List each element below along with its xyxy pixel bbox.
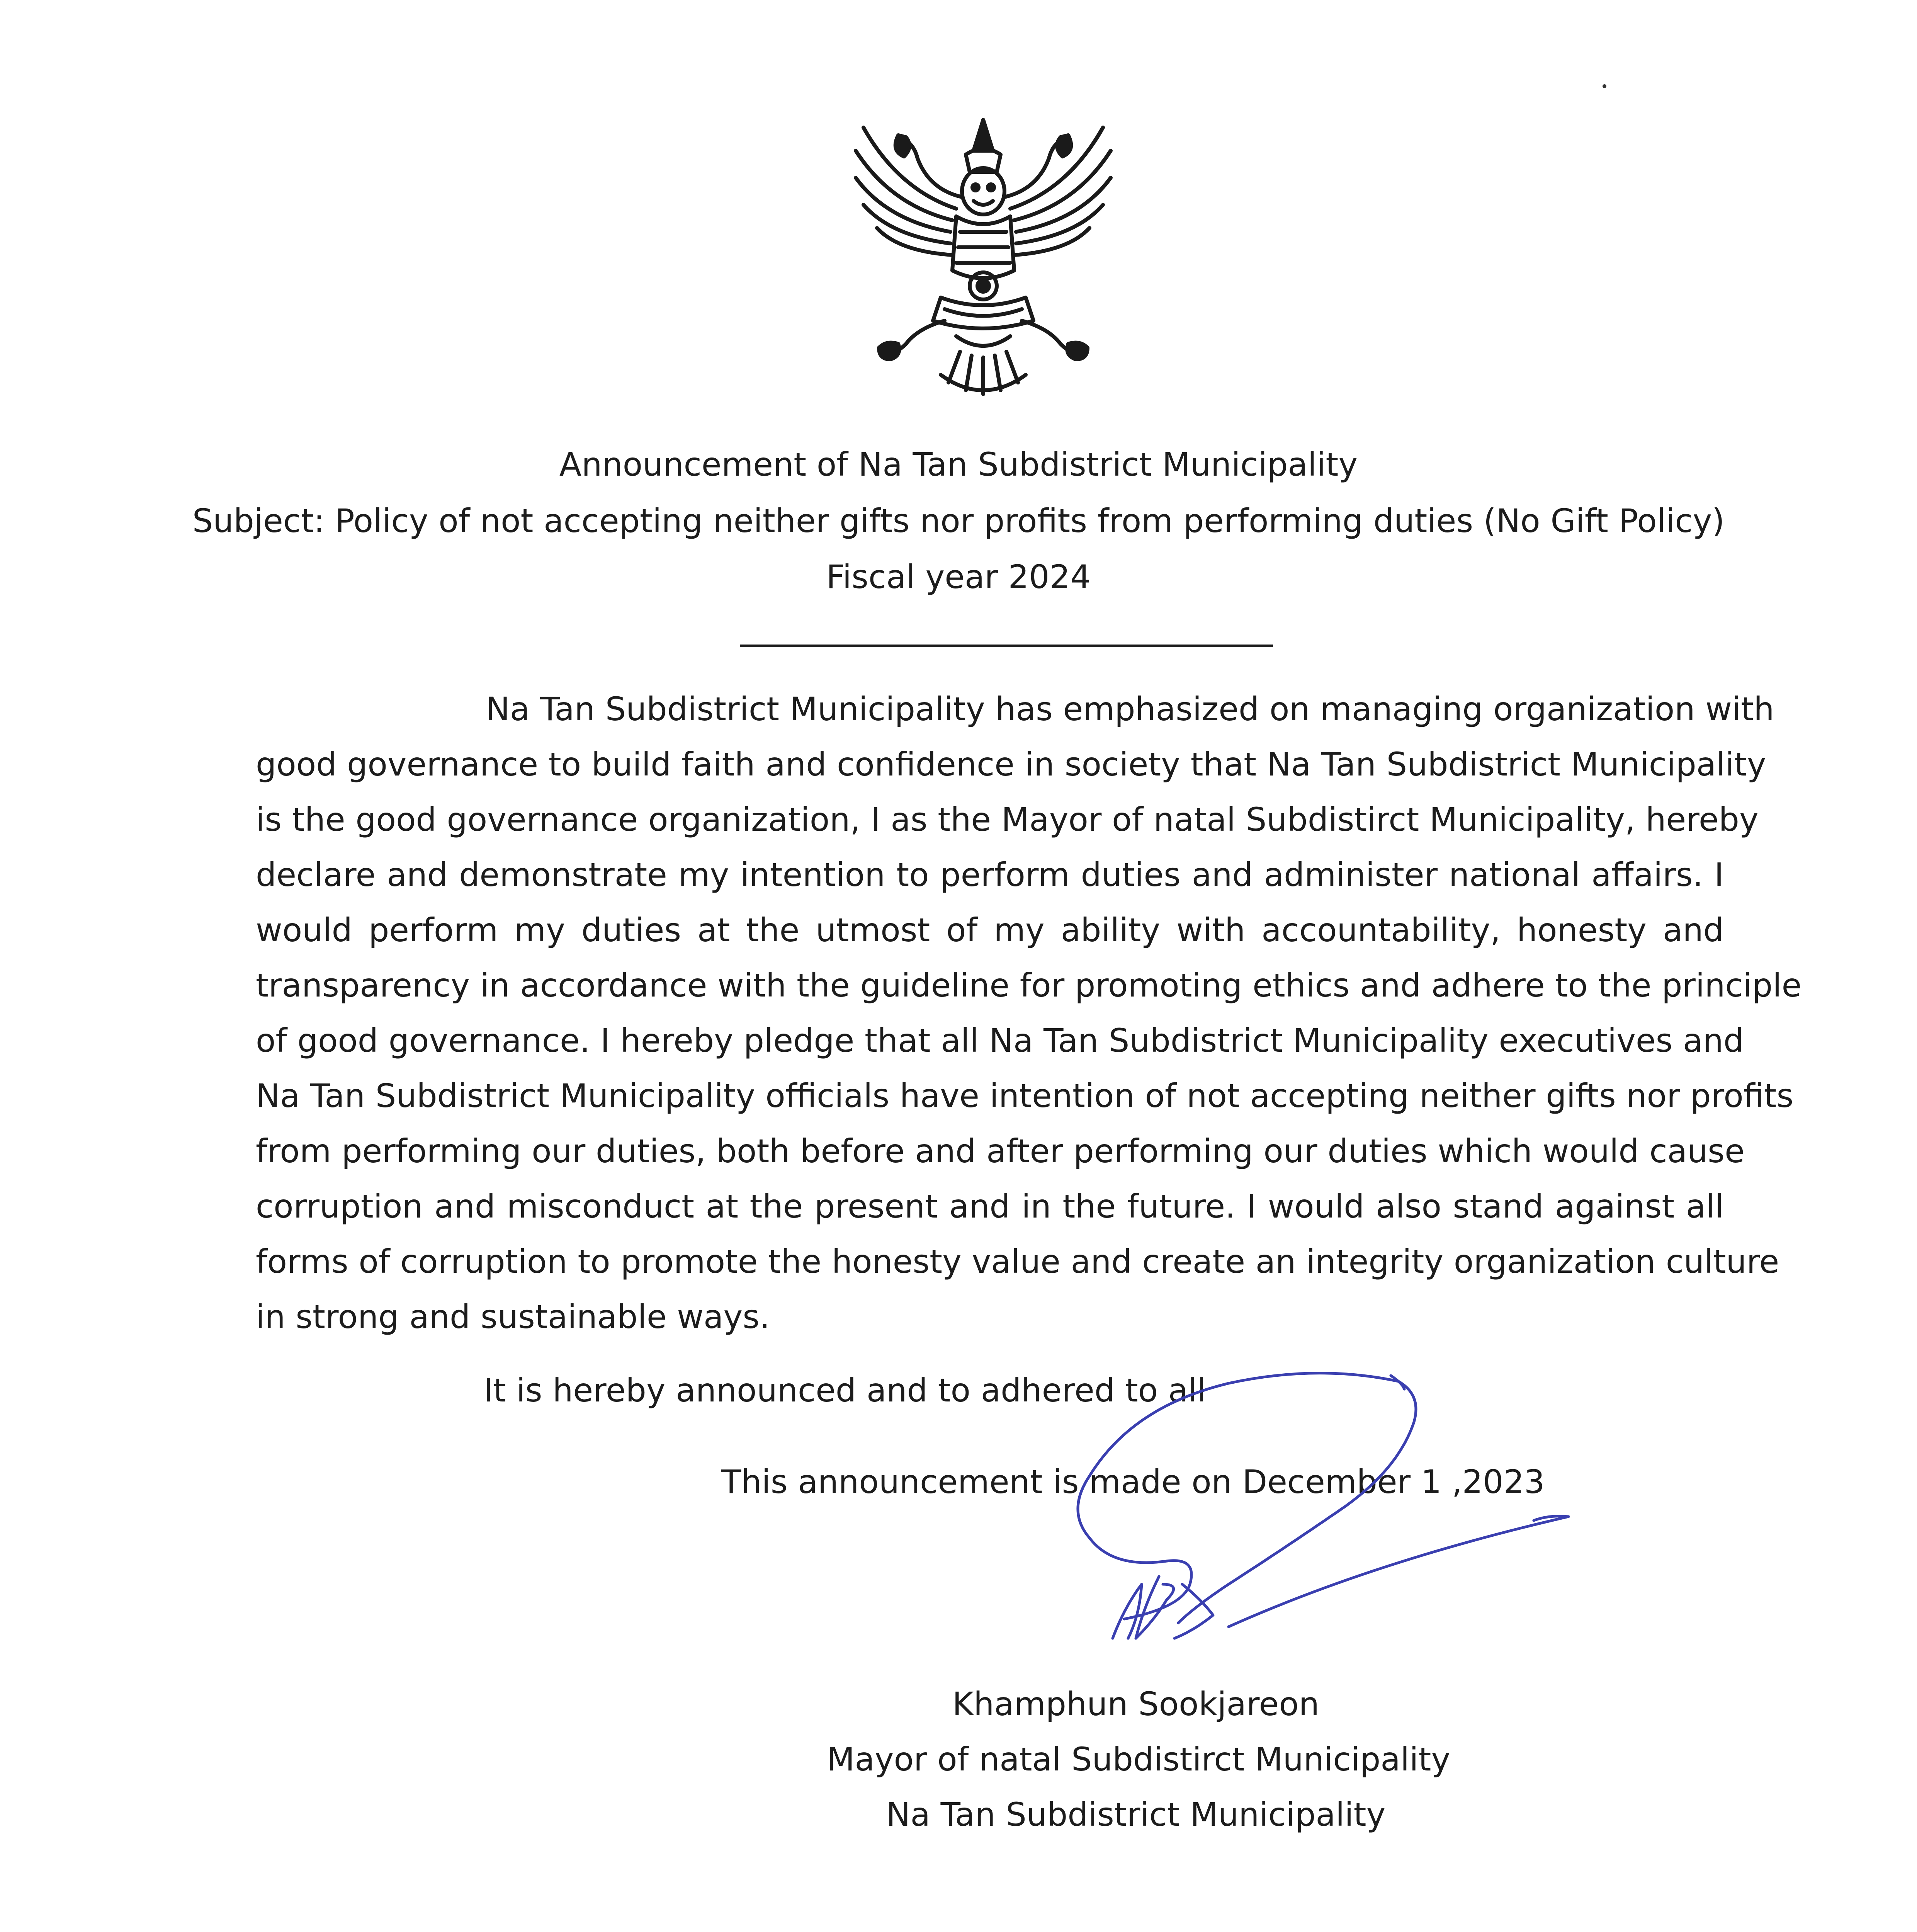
- body-line: from performing our duties, both before and after performing our duties which would cause: [256, 1132, 1745, 1170]
- body-line: forms of corruption to promote the honesty value and create an integrity organization culture: [256, 1243, 1779, 1281]
- handwritten-signature: [1066, 1368, 1576, 1685]
- signatory-position: Mayor of natal Subdistirct Municipality: [827, 1740, 1451, 1778]
- document-subject: Subject: Policy of not accepting neither gifts nor profits from performing duties (No Gift Policy): [192, 502, 1725, 540]
- document-title: Announcement of Na Tan Subdistrict Municipality: [559, 446, 1358, 483]
- body-line: in strong and sustainable ways.: [256, 1298, 770, 1336]
- body-line: would perform my duties at the utmost of my ability with accountability, honesty and: [256, 911, 1724, 949]
- body-line: good governance to build faith and confidence in society that Na Tan Subdistrict Municipality: [256, 745, 1766, 783]
- body-line: is the good governance organization, I as the Mayor of natal Subdistirct Municipality, hereby: [256, 801, 1759, 838]
- body-line: Na Tan Subdistrict Municipality officials have intention of not accepting neither gifts nor profits: [256, 1077, 1794, 1115]
- signatory-organization: Na Tan Subdistrict Municipality: [886, 1796, 1386, 1833]
- body-line: corruption and misconduct at the present and in the future. I would also stand against all: [256, 1187, 1724, 1225]
- body-line: transparency in accordance with the guideline for promoting ethics and adhere to the principle: [256, 966, 1802, 1004]
- fiscal-year: Fiscal year 2024: [826, 558, 1091, 596]
- body-line: Na Tan Subdistrict Municipality has emphasized on managing organization with: [486, 690, 1774, 728]
- body-line: declare and demonstrate my intention to perform duties and administer national affairs. I: [256, 856, 1724, 894]
- title-divider: [740, 645, 1273, 647]
- body-line: of good governance. I hereby pledge that all Na Tan Subdistrict Municipality executives and: [256, 1022, 1744, 1060]
- announcement-date: This announcement is made on December 1 ,2023: [721, 1463, 1545, 1501]
- closing-statement: It is hereby announced and to adhered to all: [484, 1371, 1206, 1409]
- scan-speck: [1603, 84, 1606, 88]
- garuda-emblem-icon: [840, 104, 1126, 406]
- signatory-name: Khamphun Sookjareon: [952, 1685, 1319, 1723]
